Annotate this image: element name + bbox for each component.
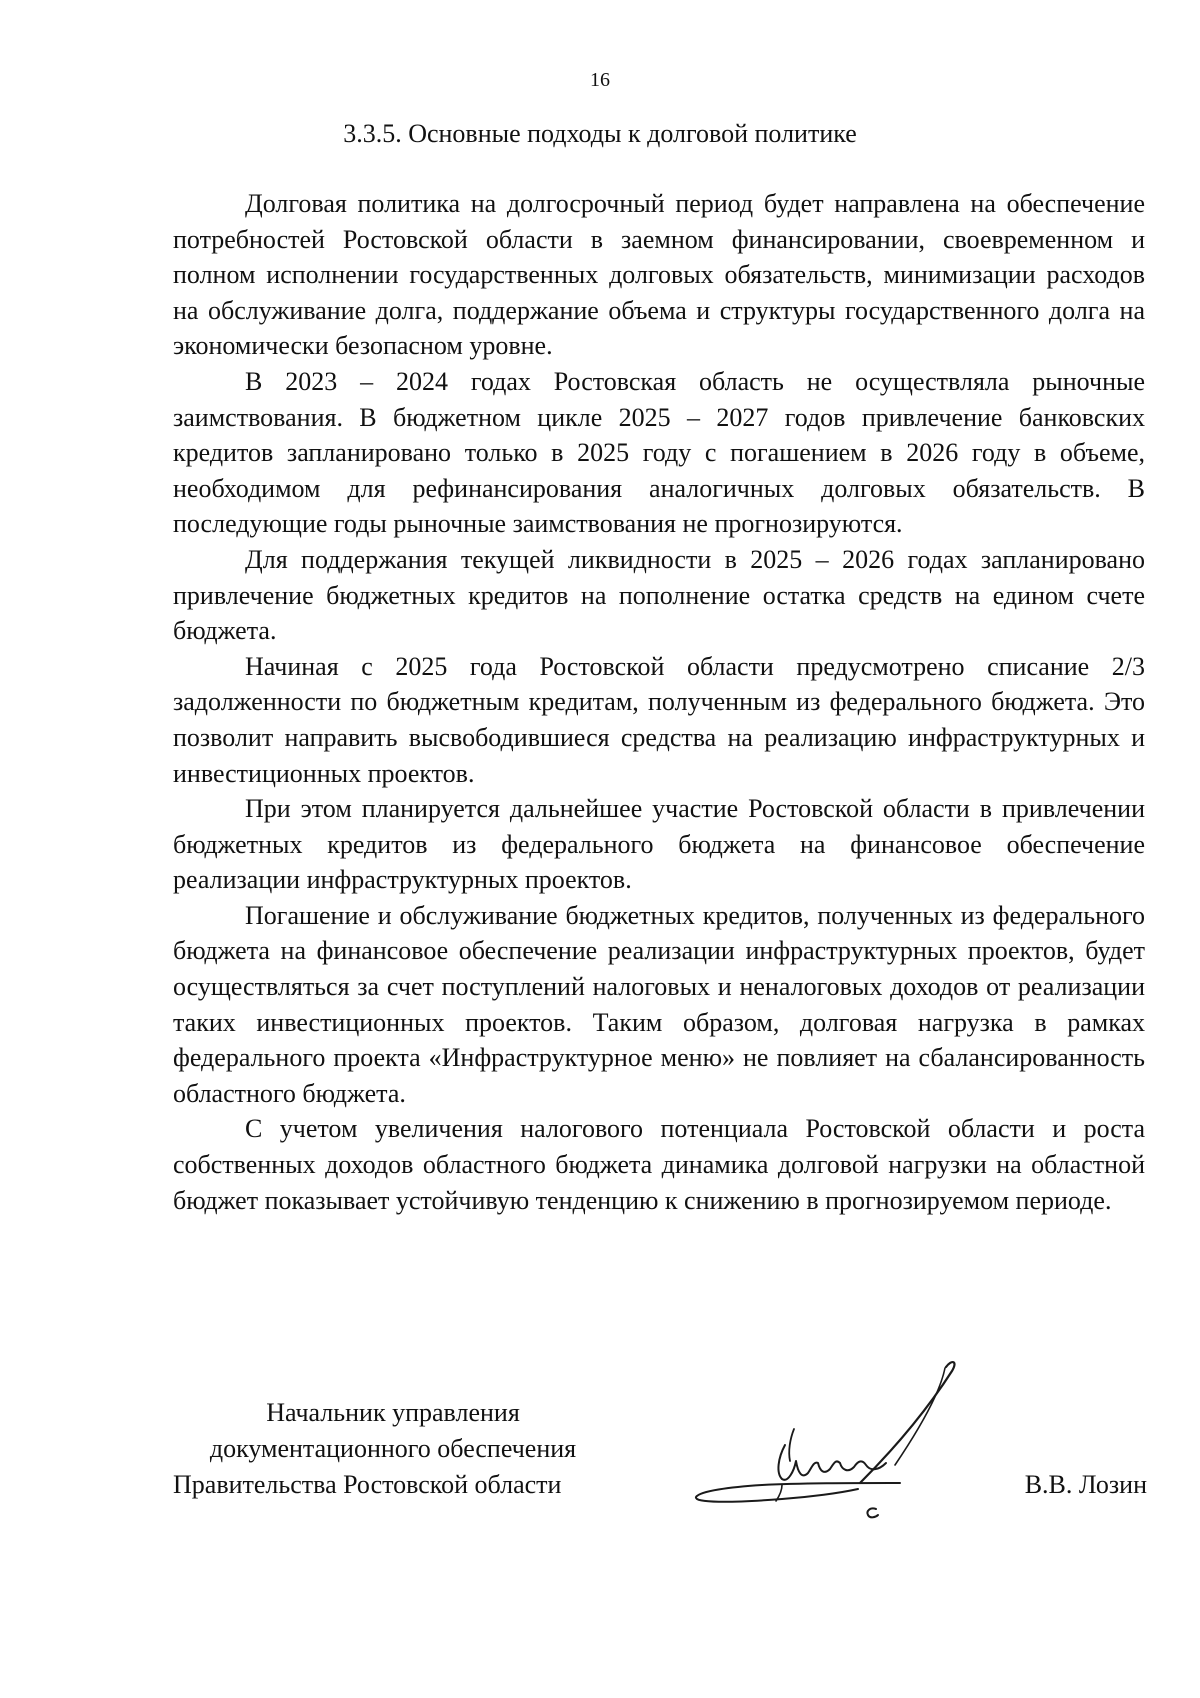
document-body [173, 186, 1145, 1218]
position-line: документационного обеспечения [209, 1434, 577, 1463]
signatory-position [173, 1395, 613, 1503]
signature-block [0, 1395, 1200, 1515]
paragraph-debt-trend: С учетом увеличения налогового потенциала Ростовской области и роста собственных доходов областного бюджета динамика долговой нагрузки на областной бюджет показывает устойчивую тенденцию к снижению в прогнозируемом периоде. [173, 1114, 1145, 1215]
paragraph-liquidity: Для поддержания текущей ликвидности в 2025 – 2026 годах запланировано привлечение бюджетных кредитов на пополнение остатка средств на едином счете бюджета. [173, 544, 1145, 646]
handwritten-signature [690, 1333, 1030, 1523]
signatory-name: В.В. Лозин [1024, 1470, 1147, 1499]
paragraph-debt-policy-goals: Долговая политика на долгосрочный период будет направлена на обеспечение потребностей Ростовской области в заемном финансировании, своевременном и полном исполнении государственных долговых обязательств, минимизации расходов на обслуживание долга, поддержание объема и структуры государственного долга на экономически безопасном уровне. [173, 189, 1145, 361]
paragraph-debt-write-off: Начиная с 2025 года Ростовской области предусмотрено списание 2/3 задолженности по бюджетным кредитам, полученным из федерального бюджета. Это позволит направить высвободившиеся средства на реализацию инфраструктурных и инвестиционных проектов. [173, 651, 1145, 788]
paragraph-market-borrowings: В 2023 – 2024 годах Ростовская область не осуществляла рыночные заимствования. В бюджетном цикле 2025 – 2027 годов привлечение банковских кредитов запланировано только в 2025 году с погашением в 2026 году в объеме, необходимом для рефинансирования аналогичных долговых обязательств. В последующие годы рыночные заимствования не прогнозируются. [173, 366, 1145, 539]
position-line: Правительства Ростовской области [173, 1470, 562, 1499]
paragraph-repayment: Погашение и обслуживание бюджетных кредитов, полученных из федерального бюджета на финансовое обеспечение реализации инфраструктурных проектов, будет осуществляться за счет поступлений налоговых и неналоговых доходов от реализации таких инвестиционных проектов. Таким образом, долговая нагрузка в рамках федерального проекта «Инфраструктурное меню» не повлияет на сбалансированность областного бюджета. [173, 900, 1145, 1108]
section-title: 3.3.5. Основные подходы к долговой политике [343, 119, 857, 148]
position-line: Начальник управления [266, 1398, 520, 1427]
paragraph-federal-credits: При этом планируется дальнейшее участие Ростовской области в привлечении бюджетных кредитов из федерального бюджета на финансовое обеспечение реализации инфраструктурных проектов. [173, 794, 1145, 895]
page-number: 16 [590, 69, 610, 91]
